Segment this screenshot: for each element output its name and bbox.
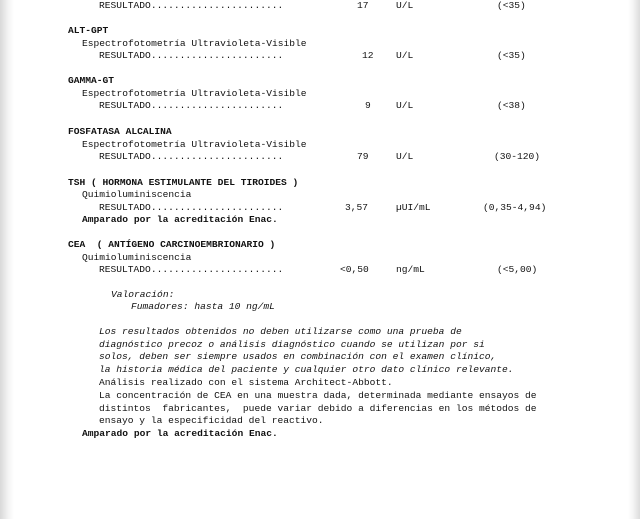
result-reference: (<38)	[497, 100, 526, 111]
result-unit: ng/mL	[396, 264, 425, 275]
note-line: La concentración de CEA en una muestra dada, determinada mediante ensayos de	[99, 390, 537, 401]
result-value: 17	[357, 0, 369, 11]
test-name-tsh: TSH ( HORMONA ESTIMULANTE DEL TIROIDES )	[68, 177, 299, 188]
test-method: Quimioluminiscencia	[82, 189, 192, 200]
result-label: RESULTADO.......................	[99, 264, 284, 275]
test-name-gamma-gt: GAMMA-GT	[68, 75, 115, 86]
result-label: RESULTADO.......................	[99, 50, 284, 61]
result-reference: (<35)	[497, 50, 526, 61]
note-line: solos, deben ser siempre usados en combinación con el examen clínico,	[99, 351, 497, 362]
result-reference: (0,35-4,94)	[483, 202, 547, 213]
result-label: RESULTADO.......................	[99, 100, 284, 111]
result-unit: U/L	[396, 0, 414, 11]
note-line: diagnóstico precoz o análisis diagnóstico cuando se utilizan por si	[99, 339, 485, 350]
result-unit: U/L	[396, 151, 414, 162]
result-unit: µUI/mL	[396, 202, 431, 213]
valoracion-title: Valoración:	[111, 289, 175, 300]
result-unit: U/L	[396, 50, 414, 61]
note-line: ensayo y la especificidad del reactivo.	[99, 415, 324, 426]
test-method: Espectrofotometría Ultravioleta-Visible	[82, 88, 307, 99]
page-right-shadow	[628, 0, 640, 519]
result-value: 3,57	[345, 202, 369, 213]
page-left-shadow	[0, 0, 14, 519]
result-value: 79	[357, 151, 369, 162]
accreditation-note: Amparado por la acreditación Enac.	[82, 214, 278, 225]
result-value: <0,50	[340, 264, 369, 275]
result-label: RESULTADO.......................	[99, 0, 284, 11]
test-name-fosfatasa-alcalina: FOSFATASA ALCALINA	[68, 126, 172, 137]
result-reference: (<35)	[497, 0, 526, 11]
note-line: Análisis realizado con el sistema Architect-Abbott.	[99, 377, 393, 388]
test-method: Espectrofotometría Ultravioleta-Visible	[82, 38, 307, 49]
test-name-alt-gpt: ALT-GPT	[68, 25, 109, 36]
result-unit: U/L	[396, 100, 414, 111]
result-label: RESULTADO.......................	[99, 202, 284, 213]
valoracion-line: Fumadores: hasta 10 ng/mL	[131, 301, 275, 312]
result-value: 9	[365, 100, 371, 111]
result-reference: (30-120)	[494, 151, 541, 162]
test-name-cea: CEA ( ANTÍGENO CARCINOEMBRIONARIO )	[68, 239, 276, 250]
note-line: distintos fabricantes, puede variar debido a diferencias en los métodos de	[99, 403, 537, 414]
test-method: Quimioluminiscencia	[82, 252, 192, 263]
note-line: Los resultados obtenidos no deben utilizarse como una prueba de	[99, 326, 462, 337]
accreditation-note: Amparado por la acreditación Enac.	[82, 428, 278, 439]
result-label: RESULTADO.......................	[99, 151, 284, 162]
result-reference: (<5,00)	[497, 264, 538, 275]
test-method: Espectrofotometría Ultravioleta-Visible	[82, 139, 307, 150]
note-line: la historia médica del paciente y cualquier otro dato clínico relevante.	[99, 364, 514, 375]
result-value: 12	[362, 50, 374, 61]
